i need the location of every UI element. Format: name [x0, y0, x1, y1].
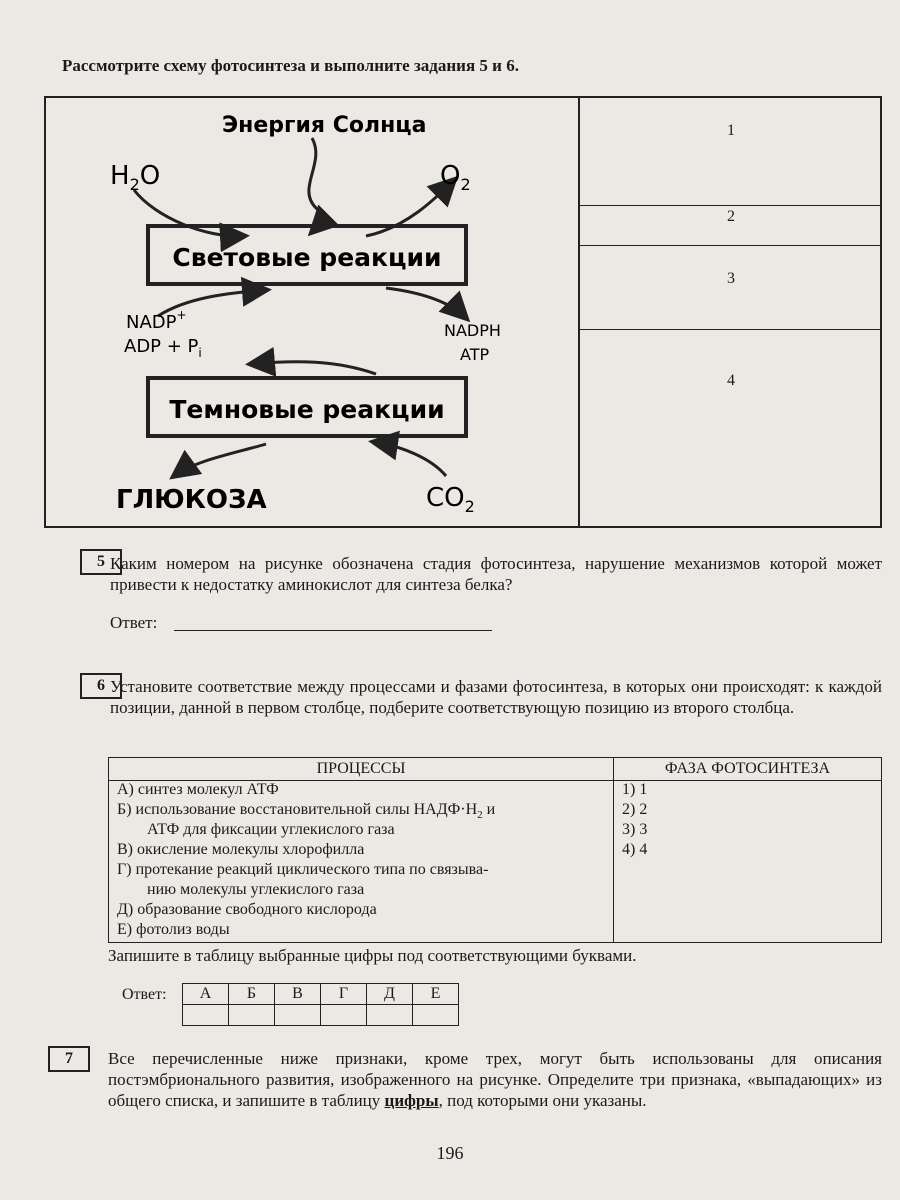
phase-1: 1) 1: [622, 781, 648, 798]
co2-arrow: [374, 442, 446, 476]
letter-b: Б: [229, 984, 275, 1005]
task-6-answer-grid: [182, 983, 459, 1026]
phase-4: 4) 4: [622, 841, 648, 858]
glucose-label: ГЛЮКОЗА: [116, 485, 267, 515]
phase-3: 3) 3: [622, 821, 648, 838]
letter-v: В: [275, 984, 321, 1005]
adp-arrow: [251, 362, 376, 374]
letter-g: Г: [321, 984, 367, 1005]
task-5-number: 5: [80, 549, 122, 575]
processes-column: [109, 758, 614, 942]
letter-a: А: [183, 984, 229, 1005]
page-number: 196: [436, 1143, 464, 1163]
process-b-cont: АТФ для фиксации углекислого газа: [147, 821, 395, 838]
task-7-number: 7: [48, 1046, 90, 1072]
position-cell-1: 1: [580, 98, 882, 206]
letter-e: Е: [413, 984, 459, 1005]
phase-2: 2) 2: [622, 801, 648, 818]
process-e: Е) фотолиз воды: [117, 921, 230, 938]
process-g-cont: нию молекулы углекислого газа: [147, 881, 365, 898]
task-5-text: Каким номером на рисунке обозначена стадия фотосинтеза, нарушение механизмов которой может привести к недостатку аминокислот для синтеза белка?: [110, 554, 882, 594]
matching-table: [108, 757, 882, 943]
h2o-arrow: [134, 190, 244, 236]
nadph-arrow: [386, 288, 466, 318]
process-d: Д) образование свободного кислорода: [117, 901, 377, 918]
sun-energy-label: Энергия Солнца: [222, 113, 427, 138]
task-6-answer-label: Ответ:: [122, 986, 167, 1003]
diagram-drawing: [46, 98, 580, 526]
dark-reactions-label: Темновые реакции: [169, 395, 445, 424]
task-6-number: 6: [80, 673, 122, 699]
o2-label: $O_2$: [440, 161, 471, 194]
answer-cell-b[interactable]: [229, 1005, 275, 1026]
intro-text: Рассмотрите схему фотосинтеза и выполните задания 5 и 6.: [62, 56, 519, 75]
phases-header: ФАЗА ФОТОСИНТЕЗА: [614, 758, 881, 781]
light-reactions-label: Световые реакции: [172, 243, 442, 272]
answer-cell-e[interactable]: [413, 1005, 459, 1026]
nadp-label: NADP+: [126, 308, 187, 333]
position-cell-2: 2 3: [580, 246, 882, 330]
process-g: Г) протекание реакций циклического типа по связыва-: [117, 861, 489, 878]
h2o-label: $H_2O$: [110, 161, 161, 194]
atp-label: ATP: [460, 345, 490, 364]
letter-d: Д: [367, 984, 413, 1005]
sun-arrow: [309, 138, 322, 232]
positions-column: [578, 98, 882, 526]
co2-label: $CO_2$: [426, 483, 475, 516]
answer-cell-d[interactable]: [367, 1005, 413, 1026]
glucose-arrow: [174, 444, 266, 476]
answer-cell-g[interactable]: [321, 1005, 367, 1026]
processes-header: ПРОЦЕССЫ: [109, 758, 613, 781]
answer-cell-a[interactable]: [183, 1005, 229, 1026]
task-5-answer-label: Ответ:: [110, 613, 158, 632]
answer-cell-v[interactable]: [275, 1005, 321, 1026]
task-6-text: Установите соответствие между процессами и фазами фотосинтеза, в которых они происходят: к каждой позиции, данной в первом столбце, подберите соответствующую позицию из второго столбца.: [110, 677, 882, 717]
process-a: А) синтез молекул АТФ: [117, 781, 279, 798]
process-v: В) окисление молекулы хлорофилла: [117, 841, 365, 858]
task-6-instruction: Запишите в таблицу выбранные цифры под соответствующими буквами.: [108, 946, 637, 965]
process-b: Б) использование восстановительной силы $НАДФ\cdot Н_2$ и: [117, 801, 496, 822]
position-cell-4: 4: [727, 372, 735, 389]
task-7-text: Все перечисленные ниже признаки, кроме трех, могут быть использованы для описания постэмбрионального развития, изображенного на рисунке. Определите три признака, «выпадающих» из общего списка, и запишите в таблицу цифры, под которыми они указаны.: [108, 1049, 882, 1110]
photosynthesis-diagram: [44, 96, 882, 528]
task-5-answer-line[interactable]: [174, 630, 492, 631]
phases-column: [614, 758, 881, 942]
adp-label: ADP + $P_i$: [124, 336, 202, 360]
nadph-label: NADPH: [444, 321, 501, 340]
